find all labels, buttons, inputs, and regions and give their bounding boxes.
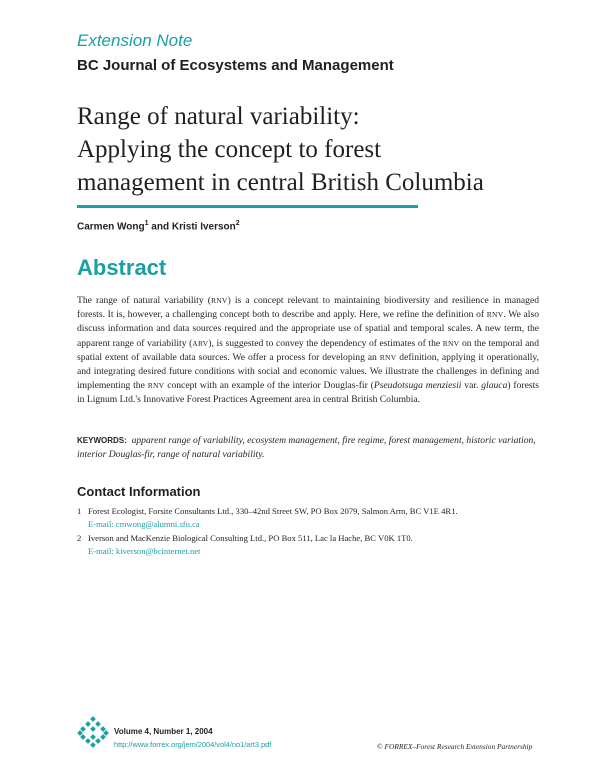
email-link[interactable]: kiverson@bcinternet.net	[115, 546, 201, 556]
title-line-1: Range of natural variability:	[77, 103, 360, 130]
abstract-heading: Abstract	[77, 255, 167, 280]
author-1: Carmen Wong	[77, 221, 145, 233]
email-link[interactable]: cmwong@alumni.sfu.ca	[115, 519, 200, 529]
author-1-affiliation: 1	[144, 220, 149, 227]
email-label: E-mail:	[88, 546, 116, 556]
abstract-text: The range of natural variability (RNV) is a concept relevant to maintaining biodiversity and resilience in managed forests. It is, however, a challenging concept both to describe and apply. Here, we refine the definition of RNV. We also discuss information and data sources required and the appropriate use of spatial and temporal scales. A new term, the apparent range of variability (ARV), is suggested to convey the dependency of estimates of the RNV on the temporal and spatial extent of available data sources. We offer a process for developing an RNV definition, applying it operationally, and integrating desired future conditions with social and economic values. We illustrate the challenges in defining and implementing the RNV concept with an example of the interior Douglas-fir (Pseudotsuga menziesii var. glauca) forests in Lignum Ltd.'s Innovative Forest Practices Agreement area in central British Columbia.	[77, 295, 540, 406]
email-label: E-mail:	[88, 519, 116, 529]
author-2-affiliation: 2	[235, 220, 240, 227]
forrex-logo-icon	[77, 716, 109, 748]
contact-entry-1	[77, 505, 539, 531]
author-list	[77, 220, 240, 232]
contact-heading: Contact Information	[77, 484, 201, 499]
contact-number: 1	[77, 506, 82, 516]
author-2: Kristi Iverson	[171, 221, 236, 233]
keywords-text: apparent range of variability, ecosystem management, fire regime, forest management, historic variation, interior Douglas-fir, range of natural variability.	[77, 435, 536, 460]
contact-address: Iverson and MacKenzie Biological Consulting Ltd., PO Box 511, Lac la Hache, BC V0K 1T0.	[88, 533, 413, 543]
journal-name: BC Journal of Ecosystems and Management	[77, 57, 394, 74]
title-line-2: Applying the concept to forest	[77, 136, 382, 163]
contact-number: 2	[77, 533, 82, 543]
author-connector: and	[148, 221, 172, 233]
title-line-3: management in central British Columbia	[77, 169, 484, 196]
series-label: Extension Note	[77, 31, 193, 50]
keywords-label: KEYWORDS:	[77, 436, 127, 445]
article-title	[77, 100, 517, 199]
article-url-link[interactable]: http://www.forrex.org/jem/2004/vol4/no1/art3.pdf	[114, 740, 272, 749]
contact-entry-2	[77, 532, 539, 558]
title-divider	[77, 205, 418, 208]
contact-address: Forest Ecologist, Forsite Consultants Ltd., 330–42nd Street SW, PO Box 2079, Salmon Arm, BC V1E 4R1.	[88, 506, 458, 516]
copyright-notice: © FORREX–Forest Research Extension Partnership	[377, 742, 533, 751]
keywords	[77, 434, 539, 461]
volume-info: Volume 4, Number 1, 2004	[114, 727, 213, 736]
